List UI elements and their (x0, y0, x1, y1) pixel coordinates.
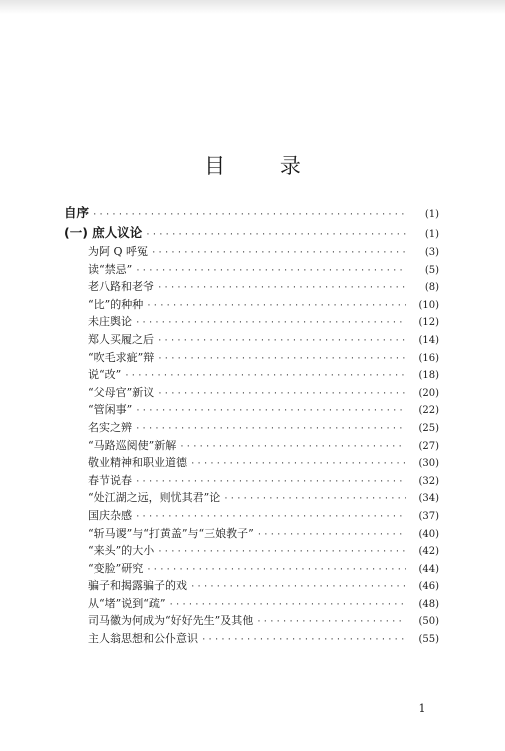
toc-entry-page: (37) (418, 510, 439, 522)
toc-entry-title: “斩马谡”与“打黄盖”与“三娘教子” (88, 526, 254, 540)
dot-leader (135, 263, 406, 281)
dot-leader (157, 351, 406, 369)
toc-entry-title: 骗子和揭露骗子的戏 (88, 579, 187, 593)
toc-entry-title: “吹毛求疵”辩 (88, 350, 155, 364)
dot-leader (190, 456, 406, 474)
dot-leader (157, 280, 406, 298)
toc-entry-title: (一) 庶人议论 (64, 225, 143, 240)
dot-leader (124, 368, 406, 386)
dot-leader (201, 632, 406, 650)
toc-entry-title: 敬业精神和职业道德 (88, 456, 187, 470)
scan-edge-shadow (0, 0, 505, 14)
toc-entry-page: (20) (418, 387, 439, 399)
toc-entry (64, 419, 439, 437)
toc-entry (64, 331, 439, 349)
toc-entry (64, 472, 439, 490)
dot-leader (190, 579, 406, 597)
dot-leader (256, 614, 406, 632)
toc-entry (64, 437, 439, 455)
toc-entry-page: (1) (424, 209, 439, 220)
dot-leader (179, 439, 406, 457)
toc-entry (64, 542, 439, 560)
toc-entry-page: (14) (418, 334, 439, 346)
toc-entry-title: “变脸”研究 (88, 561, 144, 575)
dot-leader (223, 491, 406, 509)
toc-entry-title: 未庄舆论 (88, 315, 132, 329)
toc-section-entry (64, 223, 439, 243)
toc-entry (64, 243, 439, 261)
toc-entry (64, 454, 439, 472)
toc-entry (64, 630, 439, 648)
toc-entry-title: 主人翁思想和公仆意识 (88, 632, 198, 646)
dot-leader (135, 315, 406, 333)
toc-entry (64, 595, 439, 613)
toc-entry-title: “马路巡阅使”新解 (88, 438, 177, 452)
toc-entry-page: (42) (418, 546, 439, 558)
toc-entry-page: (30) (418, 458, 439, 470)
dot-leader (157, 386, 406, 404)
toc-section-entry (64, 203, 439, 223)
dot-leader (257, 527, 406, 545)
toc-entry-title: “管闲事” (88, 403, 133, 417)
toc-entry (64, 612, 439, 630)
toc-entry (64, 560, 439, 578)
toc-entry (64, 366, 439, 384)
toc-entry-title: “比”的种种 (88, 297, 144, 311)
toc-entry-page: (22) (418, 405, 439, 417)
toc-entry-title: 说“改” (88, 368, 122, 382)
page-number: 1 (418, 702, 426, 715)
toc-entry-page: (25) (418, 422, 439, 434)
toc-entry (64, 489, 439, 507)
toc-entry-title: 名实之辨 (88, 420, 132, 434)
dot-leader (157, 333, 406, 351)
toc-entry-page: (32) (418, 475, 439, 487)
toc-entry-title: 国庆杂感 (88, 508, 132, 522)
toc-entry (64, 349, 439, 367)
toc-entry-title: 郑人买履之后 (88, 332, 154, 346)
toc-entry-title: “处江湖之远，则忧其君”论 (88, 491, 221, 505)
toc-entry-page: (27) (418, 440, 439, 452)
toc-entry-page: (48) (418, 598, 439, 610)
toc-entry-page: (46) (418, 581, 439, 593)
dot-leader (146, 298, 406, 316)
toc-entry-title: 为阿 Q 呼冤 (88, 245, 149, 258)
toc-entry-page: (12) (418, 317, 439, 329)
toc-entry-page: (40) (418, 528, 439, 540)
toc-entry-page: (55) (418, 634, 439, 646)
toc-entry (64, 401, 439, 419)
toc-entry-title: “来头”的大小 (88, 544, 155, 558)
dot-leader (92, 205, 406, 225)
toc-entry-page: (44) (418, 563, 439, 575)
table-of-contents (64, 203, 439, 648)
toc-entry (64, 278, 439, 296)
toc-title: 目 录 (204, 154, 325, 178)
toc-entry (64, 313, 439, 331)
toc-entry-page: (10) (418, 299, 439, 311)
toc-entry-page: (3) (424, 247, 439, 258)
dot-leader (157, 544, 406, 562)
dot-leader (151, 245, 406, 263)
toc-entry (64, 507, 439, 525)
toc-entry-page: (18) (418, 370, 439, 382)
toc-entry-title: 从“堵”说到“疏” (88, 596, 166, 610)
dot-leader (135, 403, 406, 421)
toc-entry (64, 384, 439, 402)
toc-entry-title: 自序 (64, 205, 90, 220)
toc-entry-page: (1) (424, 229, 439, 240)
toc-entry (64, 261, 439, 279)
toc-entry (64, 525, 439, 543)
toc-entry (64, 577, 439, 595)
toc-entry-title: “父母官”新议 (88, 385, 155, 399)
toc-entry-page: (50) (418, 616, 439, 628)
toc-entry-page: (8) (424, 282, 439, 294)
toc-entry-page: (5) (424, 264, 439, 276)
toc-entry-title: 读“禁忌” (88, 262, 133, 276)
toc-entry-page: (16) (418, 352, 439, 364)
toc-entry-title: 老八路和老爷 (88, 280, 154, 294)
toc-entry-title: 春节说春 (88, 473, 132, 487)
toc-entry (64, 296, 439, 314)
dot-leader (145, 225, 406, 245)
toc-entry-page: (34) (418, 493, 439, 505)
toc-entry-title: 司马徽为何成为“好好先生”及其他 (88, 614, 254, 628)
